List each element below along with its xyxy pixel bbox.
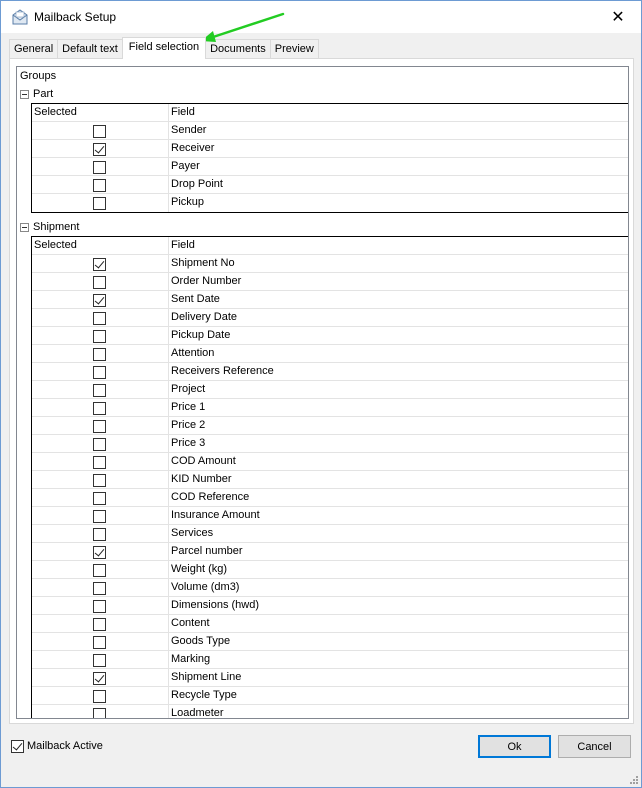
table-row[interactable] xyxy=(32,273,628,291)
field-name: Shipment Line xyxy=(171,671,242,683)
tab-default-text[interactable]: Default text xyxy=(57,39,123,58)
selected-cell xyxy=(32,543,169,560)
row-checkbox[interactable] xyxy=(93,312,106,325)
resize-grip-icon[interactable] xyxy=(629,775,639,785)
table-row[interactable] xyxy=(32,507,628,525)
row-checkbox[interactable] xyxy=(93,125,106,138)
table-row[interactable] xyxy=(32,489,628,507)
table-row[interactable] xyxy=(32,399,628,417)
field-name: Dimensions (hwd) xyxy=(171,599,260,611)
field-name: Order Number xyxy=(171,275,242,287)
row-checkbox[interactable] xyxy=(93,636,106,649)
groups-grid[interactable] xyxy=(16,66,629,719)
selected-cell xyxy=(32,705,169,719)
ok-button[interactable]: Ok xyxy=(478,735,551,758)
field-name: Attention xyxy=(171,347,215,359)
field-name: Receiver xyxy=(171,142,215,154)
group-header-part[interactable] xyxy=(20,86,53,102)
table-row[interactable] xyxy=(32,158,628,176)
field-name: COD Reference xyxy=(171,491,250,503)
title-bar xyxy=(1,1,641,33)
field-name: Insurance Amount xyxy=(171,509,260,521)
tab-preview[interactable]: Preview xyxy=(270,39,319,58)
row-checkbox[interactable] xyxy=(93,197,106,210)
group-name: Shipment xyxy=(33,221,80,233)
row-checkbox[interactable] xyxy=(93,438,106,451)
selected-cell xyxy=(32,273,169,290)
field-name: Price 3 xyxy=(171,437,206,449)
selected-cell xyxy=(32,453,169,470)
table-row[interactable] xyxy=(32,561,628,579)
field-name: Content xyxy=(171,617,210,629)
column-header-row xyxy=(32,104,628,122)
row-checkbox[interactable] xyxy=(93,708,106,719)
row-checkbox[interactable] xyxy=(93,600,106,613)
table-row[interactable] xyxy=(32,633,628,651)
field-name: Receivers Reference xyxy=(171,365,274,377)
row-checkbox[interactable] xyxy=(93,474,106,487)
field-name: Loadmeter xyxy=(171,707,224,719)
row-checkbox[interactable] xyxy=(93,366,106,379)
mail-envelope-icon xyxy=(12,9,28,25)
table-row[interactable] xyxy=(32,525,628,543)
row-checkbox[interactable] xyxy=(93,276,106,289)
field-name: Drop Point xyxy=(171,178,223,190)
row-checkbox[interactable] xyxy=(93,492,106,505)
row-checkbox[interactable] xyxy=(93,384,106,397)
subgrid-shipment xyxy=(31,236,629,719)
column-header-row xyxy=(32,237,628,255)
tab-general[interactable]: General xyxy=(9,39,58,58)
collapse-icon[interactable] xyxy=(20,223,29,232)
table-row[interactable] xyxy=(32,597,628,615)
table-row[interactable] xyxy=(32,345,628,363)
mailback-active-checkbox[interactable] xyxy=(11,740,24,753)
close-icon: ✕ xyxy=(611,8,625,26)
selected-cell xyxy=(32,255,169,272)
table-row[interactable] xyxy=(32,615,628,633)
selected-cell xyxy=(32,687,169,704)
tab-field-selection[interactable]: Field selection xyxy=(122,37,206,59)
table-row[interactable] xyxy=(32,363,628,381)
selected-cell xyxy=(32,381,169,398)
selected-cell xyxy=(32,140,169,157)
table-row[interactable] xyxy=(32,176,628,194)
selected-cell xyxy=(32,417,169,434)
field-name: Weight (kg) xyxy=(171,563,228,575)
row-checkbox[interactable] xyxy=(93,143,106,156)
window-title: Mailback Setup xyxy=(34,10,117,24)
row-checkbox[interactable] xyxy=(93,618,106,631)
row-checkbox[interactable] xyxy=(93,330,106,343)
row-checkbox[interactable] xyxy=(93,654,106,667)
tab-documents[interactable]: Documents xyxy=(205,39,271,58)
table-row[interactable] xyxy=(32,291,628,309)
table-row[interactable] xyxy=(32,417,628,435)
selected-cell xyxy=(32,651,169,668)
row-checkbox[interactable] xyxy=(93,690,106,703)
column-header-selected[interactable]: Selected xyxy=(32,237,169,254)
close-button[interactable] xyxy=(595,1,641,32)
row-checkbox[interactable] xyxy=(93,348,106,361)
selected-cell xyxy=(32,345,169,362)
selected-cell xyxy=(32,633,169,650)
selected-cell xyxy=(32,158,169,175)
field-name: Recycle Type xyxy=(171,689,237,701)
selected-cell xyxy=(32,597,169,614)
field-name: COD Amount xyxy=(171,455,236,467)
table-row[interactable] xyxy=(32,309,628,327)
selected-cell xyxy=(32,363,169,380)
group-header-shipment[interactable] xyxy=(20,219,79,235)
field-name: Services xyxy=(171,527,214,539)
selected-cell xyxy=(32,327,169,344)
column-header-field[interactable]: Field xyxy=(171,239,195,251)
field-name: Goods Type xyxy=(171,635,231,647)
selected-cell xyxy=(32,471,169,488)
table-row[interactable] xyxy=(32,194,628,212)
field-name: Sender xyxy=(171,124,207,136)
table-row[interactable] xyxy=(32,543,628,561)
column-header-field[interactable]: Field xyxy=(171,106,195,118)
row-checkbox[interactable] xyxy=(93,510,106,523)
table-row[interactable] xyxy=(32,327,628,345)
column-header-selected[interactable]: Selected xyxy=(32,104,169,121)
field-name: KID Number xyxy=(171,473,232,485)
field-name: Price 1 xyxy=(171,401,206,413)
cancel-button[interactable]: Cancel xyxy=(558,735,631,758)
field-name: Payer xyxy=(171,160,200,172)
annotation-arrow-icon xyxy=(197,11,287,45)
selected-cell xyxy=(32,309,169,326)
field-name: Shipment No xyxy=(171,257,235,269)
table-row[interactable] xyxy=(32,122,628,140)
row-checkbox[interactable] xyxy=(93,402,106,415)
field-name: Sent Date xyxy=(171,293,220,305)
table-row[interactable] xyxy=(32,579,628,597)
table-row[interactable] xyxy=(32,255,628,273)
selected-cell xyxy=(32,579,169,596)
table-row[interactable] xyxy=(32,453,628,471)
collapse-icon[interactable] xyxy=(20,90,29,99)
field-name: Pickup xyxy=(171,196,205,208)
row-checkbox[interactable] xyxy=(93,456,106,469)
row-checkbox[interactable] xyxy=(93,420,106,433)
field-name: Delivery Date xyxy=(171,311,238,323)
table-row[interactable] xyxy=(32,140,628,158)
row-checkbox[interactable] xyxy=(93,564,106,577)
table-row[interactable] xyxy=(32,651,628,669)
selected-cell xyxy=(32,615,169,632)
field-name: Parcel number xyxy=(171,545,243,557)
field-name: Volume (dm3) xyxy=(171,581,240,593)
table-row[interactable] xyxy=(32,381,628,399)
selected-cell xyxy=(32,507,169,524)
table-row[interactable] xyxy=(32,669,628,687)
selected-cell xyxy=(32,399,169,416)
row-checkbox[interactable] xyxy=(93,161,106,174)
selected-cell xyxy=(32,435,169,452)
field-name: Project xyxy=(171,383,206,395)
selected-cell xyxy=(32,525,169,542)
field-name: Pickup Date xyxy=(171,329,231,341)
table-row[interactable] xyxy=(32,705,628,719)
selected-cell xyxy=(32,489,169,506)
row-checkbox[interactable] xyxy=(93,546,106,559)
table-row[interactable] xyxy=(32,687,628,705)
row-checkbox[interactable] xyxy=(93,294,106,307)
field-selection-panel xyxy=(9,58,634,724)
selected-cell xyxy=(32,122,169,139)
table-row[interactable] xyxy=(32,435,628,453)
selected-cell xyxy=(32,669,169,686)
row-checkbox[interactable] xyxy=(93,528,106,541)
row-checkbox[interactable] xyxy=(93,672,106,685)
selected-cell xyxy=(32,194,169,212)
group-name: Part xyxy=(33,88,54,100)
selected-cell xyxy=(32,561,169,578)
row-checkbox[interactable] xyxy=(93,258,106,271)
row-checkbox[interactable] xyxy=(93,179,106,192)
groups-label: Groups xyxy=(20,70,57,82)
row-checkbox[interactable] xyxy=(93,582,106,595)
subgrid-part xyxy=(31,103,629,213)
selected-cell xyxy=(32,291,169,308)
table-row[interactable] xyxy=(32,471,628,489)
field-name: Price 2 xyxy=(171,419,206,431)
mailback-active-label: Mailback Active xyxy=(27,740,103,752)
field-name: Marking xyxy=(171,653,211,665)
selected-cell xyxy=(32,176,169,193)
